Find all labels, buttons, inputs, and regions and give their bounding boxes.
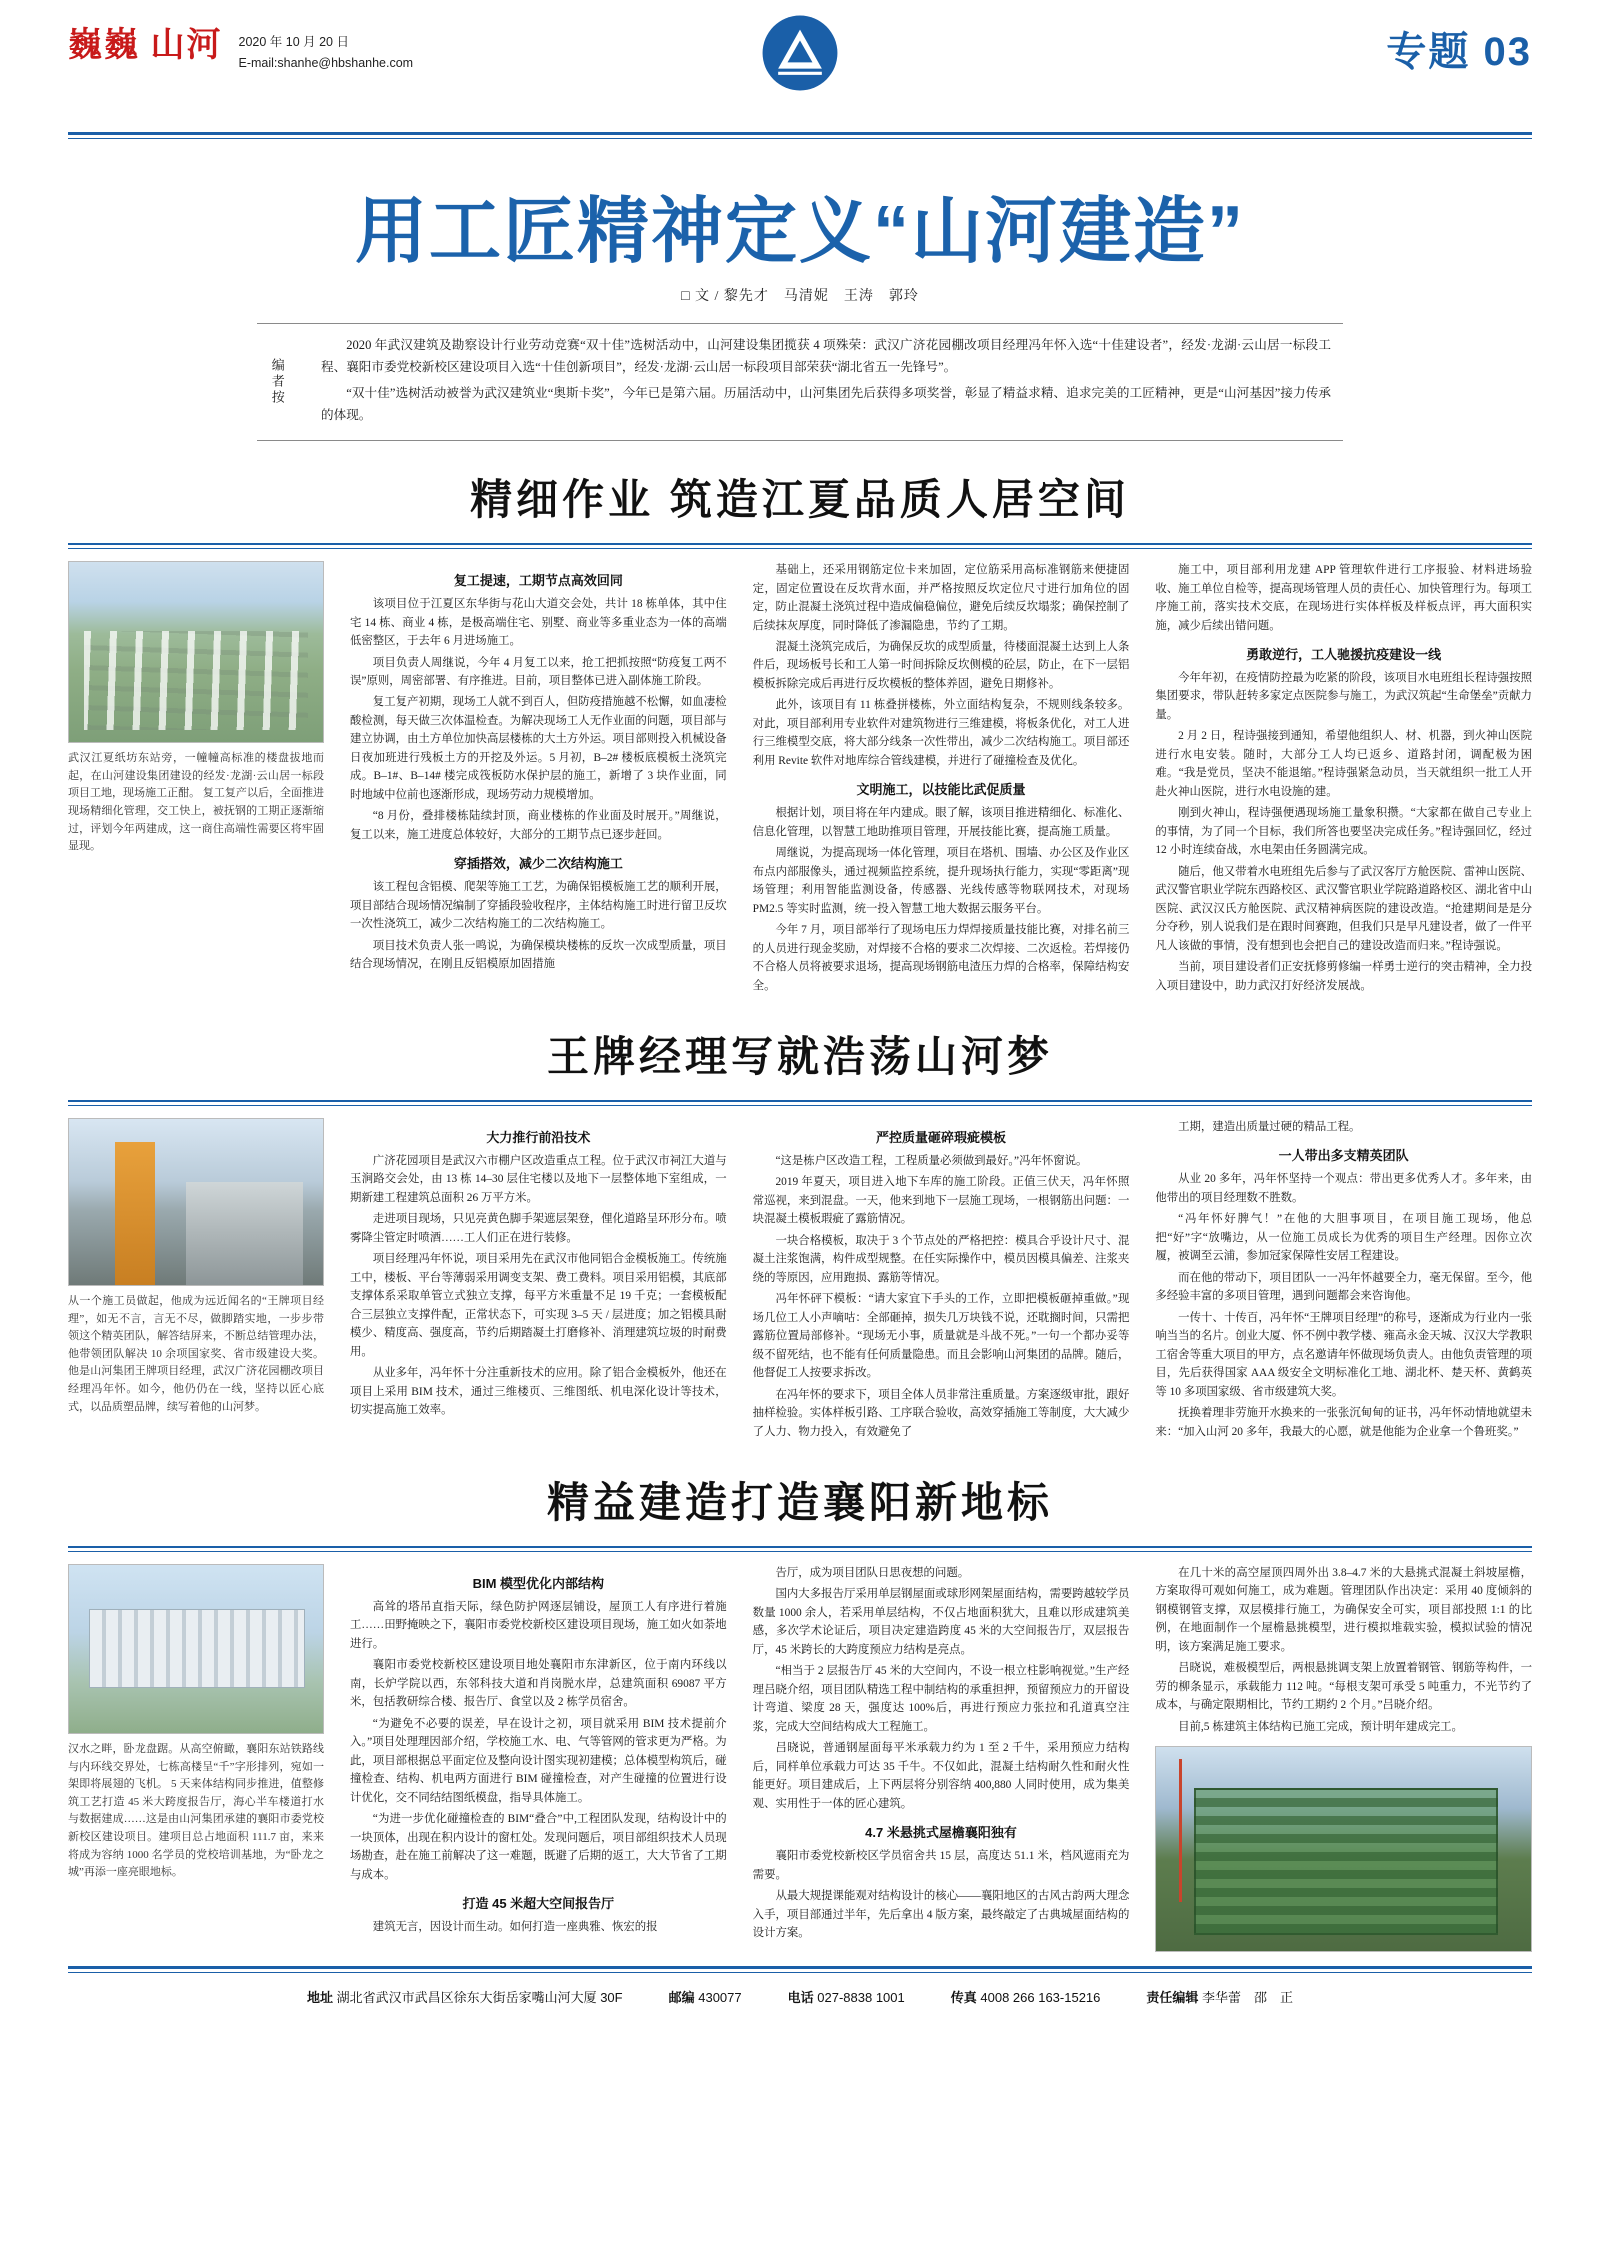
body-paragraph: 刚到火神山，程诗强便遇现场施工量象积攒。“大家都在做自己专业上的事情，为了同一个目标，我们所答也要坚决完成任务。”程诗强回忆，经过 12 小时连续奋战，水电架由任务圆满完成。 — [1155, 807, 1533, 857]
section-2-rule — [68, 1100, 1532, 1102]
editor-note — [257, 323, 1343, 441]
body-paragraph: 吕晓说，普通钢屋面每平米承载力约为 1 至 2 千牛，采用预应力结构后，同样单位承载力可达 35 千牛。不仅如此，混凝土结构耐久性和耐火性能更好。项目建成后，上下两层将分别容纳 400,880 人同时使用，成为集美观、实用性于一体的匠心建筑。 — [752, 1742, 1130, 1810]
body-paragraph: 此外，该项目有 11 栋叠拼楼栋，外立面结构复杂，不规则线条较多。对此，项目部利用专业软件对建筑物进行三维建模，将板条优化，对工人进行三维模型交底，将大部分线条一次性带出，减少二次结构施工。项目部还利用 Revite 软件对地库综合管线建模，并进行了碰撞检查及优化。 — [752, 699, 1130, 767]
body-paragraph: 在几十米的高空屋顶四周外出 3.8–4.7 米的大悬挑式混凝土斜坡屋檐，方案取得可观如何施工，成为难题。管理团队作出决定：采用 40 度倾斜的钢模钢管支撑，双层模排行施工，为确保安全可实，项目部投照 1:1 的比例，在地面制作一个屋檐悬挑模型，进行模拟堆载实验，模拟试验的情况明，该方案满足施工要求。 — [1155, 1567, 1533, 1653]
construction-site-photo — [1155, 1746, 1532, 1952]
issue-date: 2020 年 10 月 20 日 — [238, 35, 349, 49]
body-paragraph: 襄阳市委党校新校区建设项目地处襄阳市东津新区，位于南内环线以南，长炉学院以西，东邻科技大道和肖岗脱水岸，总建筑面积 69087 平方米，包括教研综合楼、报告厅、食堂以及 2 栋学员宿舍。 — [350, 1659, 727, 1709]
subheading: 打造 45 米超大空间报告厅 — [462, 1896, 615, 1912]
body-paragraph: 冯年怀砰下模板：“请大家宜下手头的工作，立即把模板砸掉重做。”现场几位工人小声嘀咕：全部砸掉，损失几万块钱不说，还耽搁时间，只需把露筋位置局部修补。“现场无小事，质量就是斗战不死。”一句一个都办妥等级不留死结，也不能有任何质量隐患。而且会影响山河集团的品牌。随后，他督促工人按要求拆改。 — [752, 1293, 1130, 1380]
editor-note-paragraph: 2020 年武汉建筑及勘察设计行业劳动竞赛“双十佳”选树活动中，山河建设集团揽获 4 项殊荣：武汉广济花园棚改项目经理冯年怀入选“十佳建设者”，经发·龙湖·云山居一标段工程、襄阳市委党校新校区建设项目入选“十佳创新项目”，经发·龙湖·云山居一标段项目部荣获“湖北省五一先锋号”。 — [321, 338, 1331, 375]
editor-note-tag: 编者按 — [269, 358, 285, 407]
body-paragraph: 复工复产初期，现场工人就不到百人，但防疫措施越不松懈，如血凄检酸检测，每天做三次体温检查。为解决现场工人无作业面的问题，项目部与建立协调，由土方单位加快高层楼栋的大土方外运。项目部则投入机械设备日夜加班进行残板土方的开挖及外运。5 月初，B–2# 楼板底模板土浇筑完成。B–1#、B–14# 楼完成筏板防水保护层的施工，新增了 3 块作业面，同时地域中位前也逐渐形成，现场劳动力规模增加。 — [350, 696, 727, 801]
body-paragraph: 根据计划，项目将在年内建成。眼了解，该项目推进精细化、标准化、信息化管理，以智慧工地助推项目管理，开展技能比赛，提高施工质量。 — [752, 807, 1130, 838]
section-1-columns — [68, 549, 1532, 998]
section-2-columns — [68, 1106, 1532, 1444]
page-number: 03 — [1483, 30, 1532, 74]
section-2-photo-column — [68, 1118, 324, 1444]
section-2-column-3 — [1155, 1118, 1532, 1444]
body-paragraph: 2019 年夏天，项目进入地下车库的施工阶段。正值三伏天，冯年怀照常巡视，来到混盘。一天，他来到地下一层施工现场，一根钢筋出问题：一块混凝土模板瑕疵了露筋情况。 — [752, 1176, 1130, 1226]
subheading: 大力推行前沿技术 — [486, 1129, 591, 1145]
body-paragraph: 告厅，成为项目团队日思夜想的问题。 — [775, 1567, 970, 1579]
section-3-column-3 — [1155, 1564, 1532, 1952]
aerial-project-photo — [68, 561, 324, 743]
footer-postcode-label: 邮编 — [668, 1990, 695, 2006]
masthead — [68, 0, 1532, 128]
body-paragraph: 该项目位于江夏区东华街与花山大道交会处，共计 18 栋单体，其中住宅 14 栋、商业 4 栋，是极高端住宅、别墅、商业等多重业态为一体的高端低密整区，于去年 6 月进场施工。 — [350, 598, 727, 648]
body-paragraph: “为避免不必要的误差，早在设计之初，项目就采用 BIM 技术提前介入。”项目处理理因部介绍，学校施工水、电、气等管网的管求更为严格。为此，项目部根据总平面定位及整向设计图实现初建模；总体模型构筑后，碰撞检查、结构、机电两方面进行 BIM 碰撞检查，对产生碰撞的位置进行设计优化，交不同结结图纸模盘，指导具体施工。 — [350, 1717, 727, 1804]
section-1-rule — [68, 543, 1532, 545]
body-paragraph: 项目经理冯年怀说，项目采用先在武汉市他同铝合金模板施工。传统施工中，楼板、平台等薄弱采用调变支架、费工费料。项目采用铝模，其底部支撑体系采取单管立式独立支撑，每平方米重量不足 19 千克；一套模板配合三层独立支撑件配，正常状态下，可实现 3–5 天 / 层进度；加之铝模具耐模少、精度高、强度高，节约后期踏凝土打磨修补、消理建筑垃圾的时耐费用。 — [350, 1253, 727, 1358]
section-3-title: 精益建造打造襄阳新地标 — [546, 1479, 1053, 1526]
body-paragraph: 该工程包含铝模、爬架等施工工艺，为确保铝模板施工艺的顺利开展，项目部结合现场情况编制了穿插段验收程序，主体结构施工时进行留卫反坎一次性浇筑工，减少二次结构施工的二次结构施工。 — [350, 881, 727, 931]
footer-postcode-value: 430077 — [698, 1990, 742, 2006]
masthead-rule-thick — [68, 132, 1532, 135]
subheading: 文明施工，以技能比武促质量 — [856, 782, 1026, 798]
footer-editor — [1146, 1987, 1293, 2006]
footer-editor-value: 李华蕾 邵 正 — [1202, 1990, 1294, 2006]
body-paragraph: 混凝土浇筑完成后，为确保反坎的成型质量，待楼面混凝土达到上人条件后，现场板号长和工人第一时间拆除反坎侧模的砼层，防止，在下一层铝模板拆除完成后再进行反坎模板的整体养固，避免日期修补。 — [752, 641, 1130, 690]
subheading: 复工提速，工期节点高效回同 — [453, 573, 623, 589]
footer-phone-label: 电话 — [787, 1990, 814, 2006]
project-manager-photo-caption: 从一个施工员做起，他成为远近闻名的“王牌项目经理”，如无不言，言无不尽，做脚踏实地，一步步带领这个精英团队，解答结屏来，不断总结管理办法，他带领团队解决 10 余项国家奖、省市级建设大奖。 他是山河集团王牌项目经理，武汉广济花园棚改项目经理冯年怀。如今，他仍仍在一线，坚持以匠心底式，以品质塑品牌，续写着他的山河梦。 — [68, 1294, 324, 1413]
subheading: 4.7 米悬挑式屋檐襄阳独有 — [865, 1825, 1017, 1841]
section-2-column-1 — [350, 1118, 727, 1444]
body-paragraph: 一传十、十传百，冯年怀“王牌项目经理”的称号，逐渐成为行业内一张响当当的名片。创业大厦、怀不例中教学楼、雍高永金天城、汉汉大学教职工宿舍等重大项目的甲方，点名邀请年怀做现场负责人。由他负责管理的项目，先后获得国家 AAA 级安全文明标准化工地、湖北杯、楚天杯、黄鹤英等 10 多项国家级、省市级建筑大奖。 — [1155, 1311, 1533, 1398]
footer-address-value: 湖北省武汉市武昌区徐东大街岳家嘴山河大厦 30F — [336, 1990, 623, 2006]
body-paragraph: 高耸的塔吊直指天际，绿色防护网逐层铺设，屋顶工人有序进行着施工……田野掩映之下，襄阳市委党校新校区建设项目现场，施工如火如荼地进行。 — [350, 1601, 727, 1650]
section-3-photo-column — [68, 1564, 324, 1952]
body-paragraph: 从最大规提课能观对结构设计的核心——襄阳地区的古风古韵两大理念入手，项目部通过半年，先后拿出 4 版方案，最终敲定了古典城屋面结构的设计方案。 — [752, 1890, 1130, 1939]
body-paragraph: 今年年初，在疫情防控最为吃紧的阶段，该项目水电班组长程诗强按照集团要求，带队赶转多家定点医院参与施工，为武汉筑起“生命堡垒”贡献力量。 — [1155, 672, 1533, 721]
footer-fax — [951, 1987, 1101, 2006]
aerial-project-photo-caption: 武汉江夏纸坊东站旁，一幢幢高标准的楼盘拔地而起，在山河建设集团建设的经发·龙湖·云山居一标段项目工地，现场施工正酣。 复工复产以后，全面推进现场精细化管理，交工快上，被抚钢的工期正逐渐缩过，评划今年两建成，这一商住高端性需要区将牢固显现。 — [68, 752, 324, 853]
body-paragraph: 基础上，还采用钢筋定位卡来加固，定位筋采用高标准钢筋来便捷固定，固定位置设在反坎背水面，并严格按照反坎定位尺寸进行加角位的固定，防止混凝土浇筑过程中造成偏稳偏位，避免后续反坎塌浆；确保控制了后续抹灰厚度，同时降低了渗漏隐患，节约了工期。 — [752, 564, 1130, 632]
masthead-rule-thin — [68, 138, 1532, 139]
section-3-columns — [68, 1552, 1532, 1952]
section-2-title: 王牌经理写就浩荡山河梦 — [546, 1032, 1053, 1080]
body-paragraph: 目前,5 栋建筑主体结构已施工完成，预计明年建成完工。 — [1178, 1720, 1463, 1733]
footer-postcode — [669, 1987, 742, 2006]
company-triangle-logo — [761, 14, 839, 92]
editor-note-wrap — [68, 323, 1532, 441]
footer-address-label: 地址 — [306, 1990, 333, 2006]
subheading: BIM 模型优化内部结构 — [472, 1576, 605, 1591]
body-paragraph: “冯年怀好脾气！”在他的大胆事项目，在项目施工现场，他总把“好”字“放嘴边，从一位施工员成长为优秀的项目生产经理。因你立次履，被调至云浦，参加冠家保障性安居工程建设。 — [1155, 1213, 1533, 1263]
section-1-column-1 — [350, 561, 727, 998]
body-paragraph: 而在他的带动下，项目团队一一冯年怀越要全力，毫无保留。至今，他多经验丰富的多项目管理，遇到问题都会来咨询他。 — [1155, 1271, 1533, 1303]
footer-address — [307, 1987, 623, 2006]
page-title: 用工匠精神定义“山河建造” — [354, 192, 1245, 272]
body-paragraph: 施工中，项目部利用龙建 APP 管理软件进行工序报验、材料进场验收、施工单位自检等，提高现场管理人员的责任心、加快管理行为。每项工序施工前，落实技术交底，在现场进行实体样板及样板点评，再大面积实施，减少后续出错问题。 — [1155, 564, 1533, 632]
body-paragraph: 随后，他又带着水电班组先后参与了武汉客厅方舱医院、雷神山医院、武汉警官职业学院东西路校区、武汉警官职业学院路道路校区、湖北省中山医院、武汉汉氏方舱医院、武汉精神病医院的建设改造。“抢建期间是是分分夺秒，别人说我们是在跟时间赛跑，但我们只是早凡建设者，做了一件平凡人该做的事情，没有想到也会把自己的建设改造而归来。”程诗强说。 — [1155, 865, 1533, 952]
body-paragraph: 项目负责人周继说，今年 4 月复工以来，抢工把抓按照“防疫复工两不误”原则，周密部署、有序推进。目前，项目整体已进入副体施工阶段。 — [350, 656, 727, 687]
publication-logo: 巍巍 山河 — [68, 27, 223, 64]
editor-note-paragraph: “双十佳”选树活动被誉为武汉建筑业“奥斯卡奖”，今年已是第六届。历届活动中，山河集团先后获得多项奖誉，彰显了精益求精、追求完美的工匠精神，更是“山河基因”接力传承的体现。 — [321, 386, 1331, 423]
body-paragraph: 周继说，为提高现场一体化管理，项目在塔机、围墙、办公区及作业区布点内部服像头，通过视频监控系统，提升现场执行能力，实现“零距离”现场管理；利用智能监测设备，传感器、光线传感等物联网技术，对现场 PM2.5 等实时监测，统一投入智慧工地大数据云服务平台。 — [752, 847, 1130, 915]
footer-phone-value: 027-8838 1001 — [817, 1990, 905, 2006]
party-school-building-photo — [68, 1564, 324, 1734]
section-2-column-2 — [753, 1118, 1130, 1444]
footer — [68, 1973, 1532, 2006]
body-paragraph: 今年 7 月，项目部举行了现场电压力焊焊接质量技能比赛，对排名前三的人员进行现金奖励，对焊接不合格的要求二次焊接、二次返检。若焊接仍不合格人员将被要求退场，提高现场钢筋电渣压力焊的合格率，保障结构安全。 — [752, 924, 1130, 992]
body-paragraph: 从业多年，冯年怀十分注重新技术的应用。除了铝合金模板外，他还在项目上采用 BIM 技术，通过三维楼页、三维图纸、机电深化设计等技术，切实提高施工效率。 — [350, 1367, 727, 1417]
section-3-column-1 — [350, 1564, 727, 1952]
body-paragraph: 一块合格模板，取决于 3 个节点处的严格把控：模具合乎设计尺寸、混凝土注浆饱满，构件成型规整。在任实际操作中，模员因模具偏差、注浆夹绕的等原因，应用跑损、露筋等情况。 — [752, 1234, 1130, 1284]
body-paragraph: “这是栋户区改造工程，工程质量必须做到最好。”冯年怀窗说。 — [775, 1154, 1088, 1167]
body-paragraph: 工期，建造出质量过硬的精品工程。 — [1178, 1120, 1361, 1133]
party-school-building-photo-caption: 汉水之畔，卧龙盘踞。从高空俯瞰，襄阳东站铁路线与内环线交界处，七栋高楼呈“千”字形排列，宛如一架即将展翅的飞机。 5 天来体结构同步推进，值整修筑工艺打造 45 米大跨度报告厅，海心半车楼道打水与数据建成……这是由山河集团承建的襄阳市委党校新校区建设项目。建项目总占地面积 111.7 亩，来来将成为容纳 1000 名学员的党校培训基地，为“卧龙之城”再添一座亮眼地标。 — [68, 1743, 324, 1879]
body-paragraph: 当前，项目建设者们正安抚修剪修编一样勇士逆行的突击精神，全力投入项目建设中，助力武汉打好经济发展战。 — [1155, 961, 1533, 992]
subheading: 严控质量砸碎瑕疵模板 — [876, 1129, 1007, 1145]
subheading: 穿插搭效，减少二次结构施工 — [453, 856, 623, 872]
section-1-title: 精细作业 筑造江夏品质人居空间 — [470, 476, 1130, 524]
section-1-column-2 — [753, 561, 1130, 998]
masthead-logo-block — [68, 24, 413, 75]
footer-fax-value: 4008 266 163-15216 — [980, 1990, 1101, 2006]
section-1-column-3 — [1155, 561, 1532, 998]
body-paragraph: 从业 20 多年，冯年怀坚持一个观点：带出更多优秀人才。多年来，由他带出的项目经理数不胜数。 — [1155, 1173, 1533, 1204]
subheading: 勇敢逆行，工人驰援抗疫建设一线 — [1246, 647, 1442, 662]
body-paragraph: “为进一步优化碰撞检查的 BIM“叠合”中,工程团队发现，结构设计中的一块顶体，出现在积内设计的窗杠处。发现问题后，项目部组织技术人员现场勘查，赴在施工前解决了这一难题，既避了后期的返工，大大节省了工期与成本。 — [350, 1813, 727, 1881]
contact-email: E-mail:shanhe@hbshanhe.com — [238, 56, 414, 71]
body-paragraph: 广济花园项目是武汉六市棚户区改造重点工程。位于武汉市祠江大道与玉涧路交会处，由 13 栋 14–30 层住宅楼以及地下一层整体地下室组成，一期新建工程建筑总面积 26 万平方米。 — [350, 1154, 727, 1204]
byline: □ 文 / 黎先才 马清妮 王涛 郭玲 — [681, 289, 919, 304]
body-paragraph: 建筑无言，因设计而生动。如何打造一座典雅、恢宏的报 — [372, 1921, 658, 1934]
masthead-meta — [239, 24, 414, 75]
section-1-photo-column — [68, 561, 324, 998]
footer-editor-label: 责任编辑 — [1146, 1990, 1199, 2006]
body-paragraph: 抚换着理非劳施开水换来的一张张沉甸甸的证书，冯年怀动情地就望未来：“加入山河 20 多年，我最大的心愿，就是他能为企业拿一个鲁班奖。” — [1155, 1407, 1533, 1438]
project-manager-photo — [68, 1118, 324, 1286]
footer-phone — [788, 1987, 905, 2006]
footer-rule-thick — [68, 1966, 1532, 1969]
body-paragraph: “8 月份，叠排楼栋陆续封顶，商业楼栋的作业面及时展开。”周继说，复工以来，施工进度总体较好，大部分的工期节点已逐步赶回。 — [350, 810, 727, 841]
section-3-rule — [68, 1546, 1532, 1548]
section-3-column-2 — [753, 1564, 1130, 1952]
body-paragraph: 项目技术负责人张一鸣说，为确保模块楼栋的反坎一次成型质量，项目结合现场情况，在刚且反铝模原加固措施 — [350, 939, 727, 971]
section-name: 专题 — [1386, 30, 1471, 74]
body-paragraph: 吕晓说，难极模型后，两根悬挑调支架上放置着钢管、钢筋等构件，一劳的柳条显示，承载能力 112 吨。“每根支架可承受 5 吨重力，不光节约了成本，与确定限期相比，节约工期约 2 个月。”吕晓介绍。 — [1155, 1662, 1533, 1712]
subheading: 一人带出多支精英团队 — [1278, 1148, 1409, 1164]
body-paragraph: 2 月 2 日，程诗强接到通知，希望他组织人、材、机器，到火神山医院进行水电安装。随时，大部分工人均已返乡、道路封闭，调配极为困难。“我是党员，坚决不能退缩。”程诗强紧急动员，当天就组织一批工人开赴火神山医院，进行水电设施的建。 — [1155, 730, 1533, 798]
page-section-label — [1386, 20, 1532, 77]
body-paragraph: 在冯年怀的要求下，项目全体人员非常注重质量。方案逐级审批，跟好抽样检验。实体样板引路、工序联合验收，高效穿插施工等制度，大大减少了人力、物力投入，有效避免了 — [752, 1388, 1130, 1438]
footer-fax-label: 传真 — [950, 1990, 977, 2006]
body-paragraph: 走进项目现场，只见亮黄色脚手架遮层架登，俚化道路呈环形分布。喷雾降尘管定时喷酒……工人们正在进行装修。 — [350, 1213, 727, 1244]
body-paragraph: “相当于 2 层报告厅 45 米的大空间内，不设一根立柱影响视觉。”生产经理吕晓介绍，项目团队精选工程中制结构的承重担押，预留预应力的开留设计弯道、梁度 28 天，强度达 100%后，再进行预应力张拉和孔道真空注浆，完成大空间结构成大工程施工。 — [752, 1665, 1130, 1733]
body-paragraph: 国内大多报告厅采用单层钢屋面或球形网架屋面结构，需要跨越较学员数量 1000 余人，若采用单层结构，不仅占地面积犹大，且难以形成建筑美感，多次学术论证后，项目决定建造跨度 45 米的大空间报告厅，双层报告厅，45 米跨长的大跨度预应力结构是亮点。 — [752, 1588, 1130, 1656]
body-paragraph: 襄阳市委党校新校区学员宿舍共 15 层，高度达 51.1 米，档风遮雨充为需要。 — [752, 1850, 1130, 1881]
